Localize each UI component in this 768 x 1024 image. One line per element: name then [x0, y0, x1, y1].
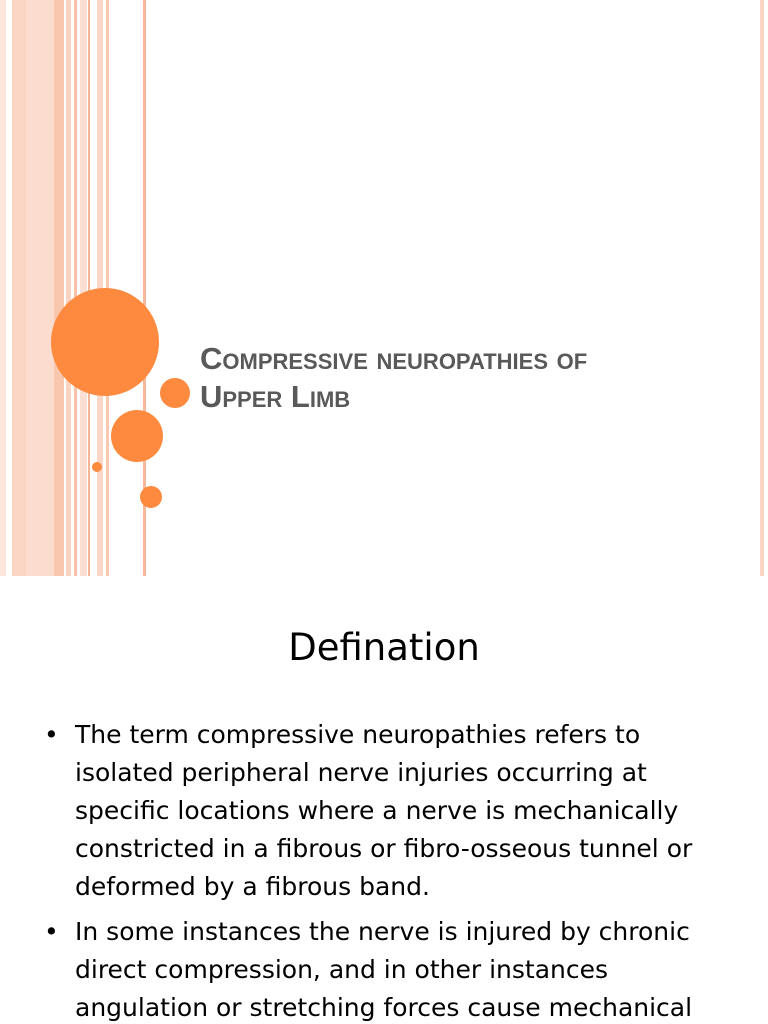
bullet-text: The term compressive neuropathies refers to isolated peripheral nerve injuries occurring at specific locations where a nerve is mechanically constricted in a fibrous or fibro-osseous tunnel or deformed by a fibrous band.: [75, 720, 693, 901]
definition-slide: [0, 576, 768, 1024]
bullet-item: [40, 913, 740, 1024]
bullet-icon: •: [44, 917, 59, 946]
title-line-2: Upper Limb: [200, 379, 351, 414]
bullet-text: In some instances the nerve is injured by chronic direct compression, and in other instances angulation or stretching forces cause mechanical: [75, 917, 693, 1022]
definition-heading: Defination: [288, 626, 480, 669]
small-circle: [160, 378, 190, 408]
slide-title: [200, 340, 720, 416]
bullet-icon: •: [44, 720, 59, 749]
large-circle: [51, 288, 159, 396]
dot-circle: [92, 462, 102, 472]
bullet-item: [40, 716, 740, 906]
title-line-1: Compressive neuropathies of: [200, 341, 588, 376]
bullet-list: [40, 716, 740, 1024]
medium-circle: [111, 410, 163, 462]
small-circle: [140, 486, 162, 508]
